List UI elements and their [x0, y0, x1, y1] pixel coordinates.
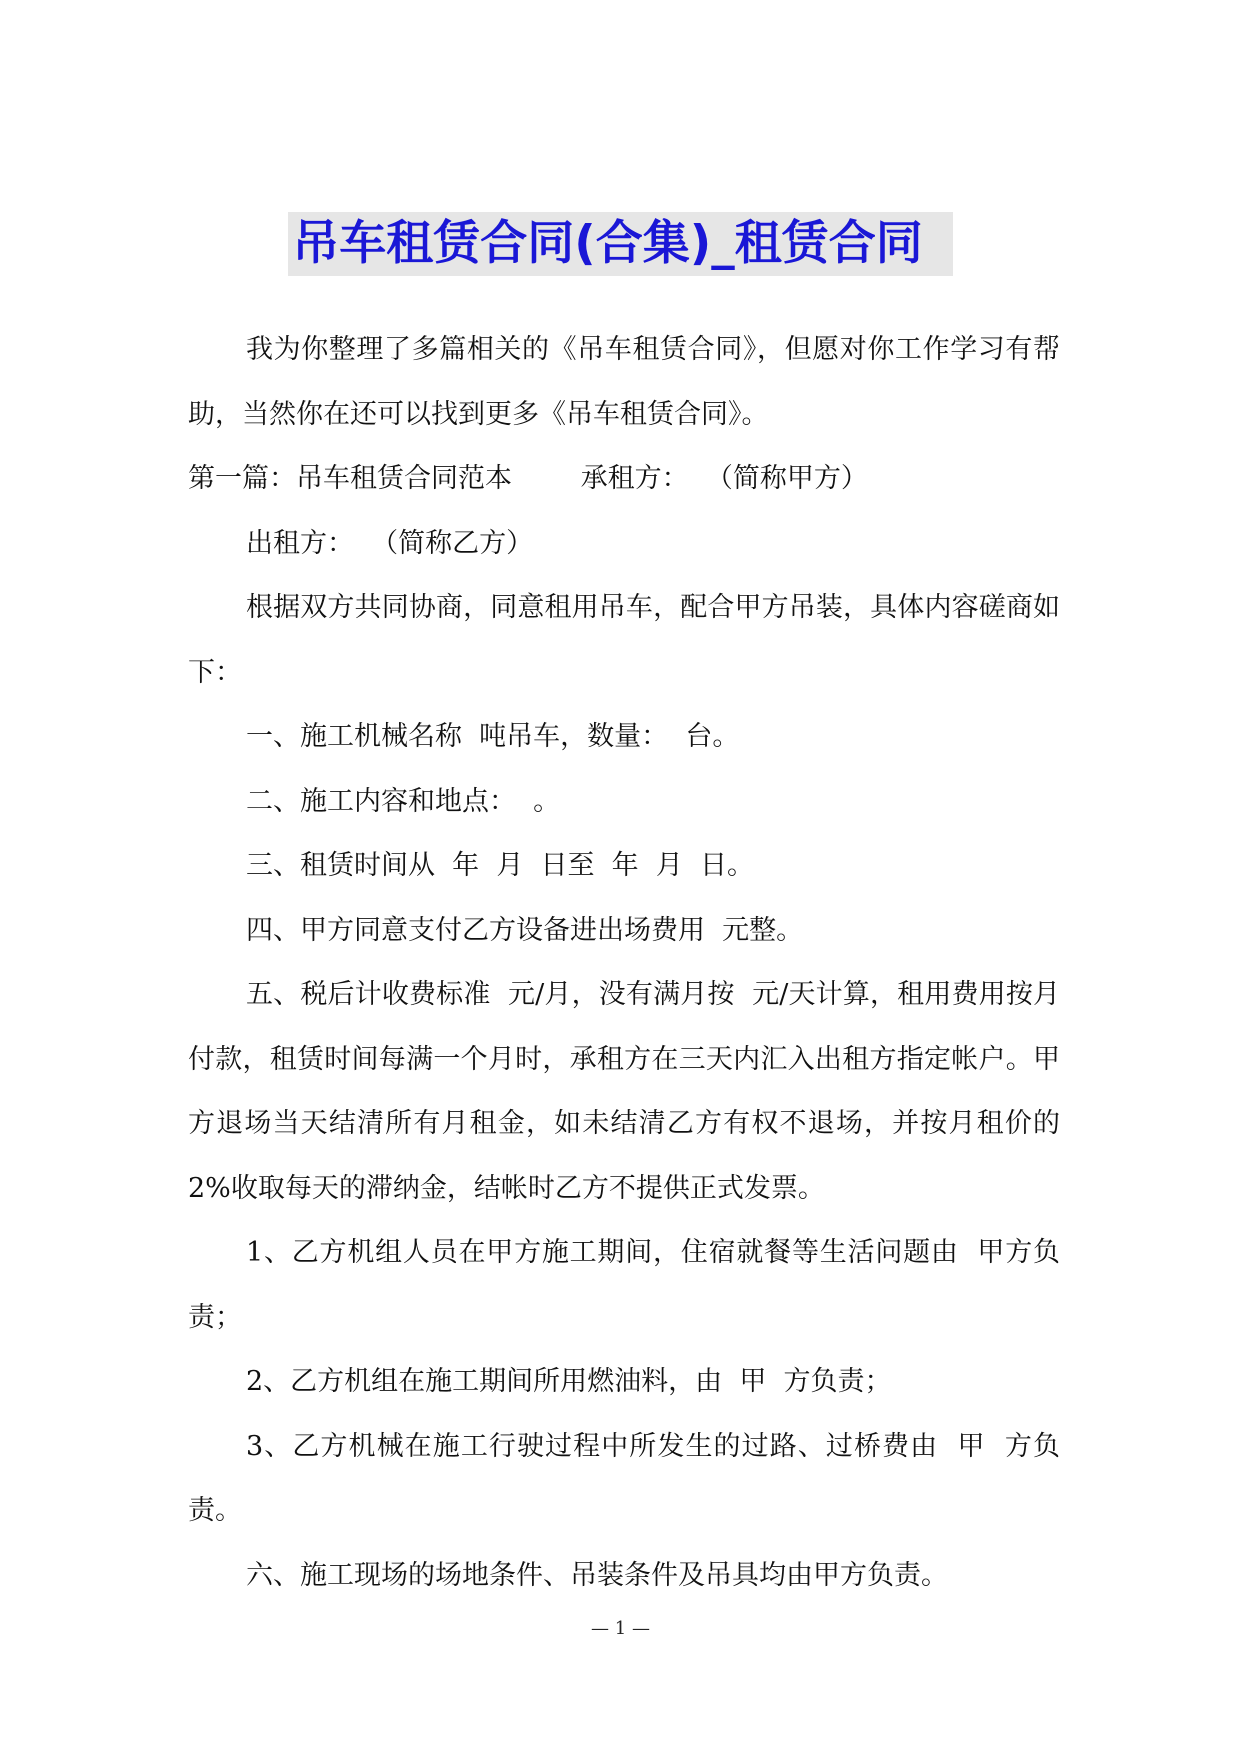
- paragraph-clause-1: 一、施工机械名称 吨吊车，数量： 台。: [246, 721, 740, 752]
- paragraph-preamble: 根据双方共同协商，同意租用吊车，配合甲方吊装，具体内容磋商如下：: [188, 592, 1060, 688]
- document-body: [188, 318, 1069, 1608]
- paragraph-clause-4: 四、甲方同意支付乙方设备进出场费用 元整。: [246, 914, 804, 946]
- paragraph-lessor: 出租方： （简称乙方）: [246, 527, 534, 559]
- paragraph-subclause-3: 3、乙方机械在施工行驶过程中所发生的过路、过桥费由 甲 方负责。: [188, 1430, 1060, 1526]
- paragraph-intro: 我为你整理了多篇相关的《吊车租赁合同》，但愿对你工作学习有帮助，当然你在还可以找到更多《吊车租赁合同》。: [188, 334, 1060, 430]
- title-container: [0, 212, 1241, 276]
- paragraph-clause-3: 三、租赁时间从 年 月 日至 年 月 日。: [246, 850, 754, 881]
- paragraph-chapter-heading: 第一篇：吊车租赁合同范本 承租方： （简称甲方）: [188, 463, 868, 494]
- paragraph-clause-5: 五、税后计收费标准 元/月，没有满月按 元/天计算，租用费用按月付款，租赁时间每满一个月时，承租方在三天内汇入出租方指定帐户。甲方退场当天结清所有月租金，如未结清乙方有权不退场，并按月租价的 2%收取每天的滞纳金，结帐时乙方不提供正式发票。: [188, 979, 1069, 1204]
- paragraph-subclause-2: 2、乙方机组在施工期间所用燃油料，由 甲 方负责；: [246, 1366, 892, 1397]
- paragraph-clause-2: 二、施工内容和地点： 。: [246, 785, 561, 817]
- page-number: — 1 —: [591, 1618, 650, 1639]
- document-title: 吊车租赁合同(合集)_租赁合同: [288, 212, 952, 276]
- paragraph-clause-6: 六、施工现场的场地条件、吊装条件及吊具均由甲方负责。: [246, 1559, 948, 1591]
- paragraph-subclause-1: 1、乙方机组人员在甲方施工期间，住宿就餐等生活问题由 甲方负责；: [188, 1237, 1060, 1333]
